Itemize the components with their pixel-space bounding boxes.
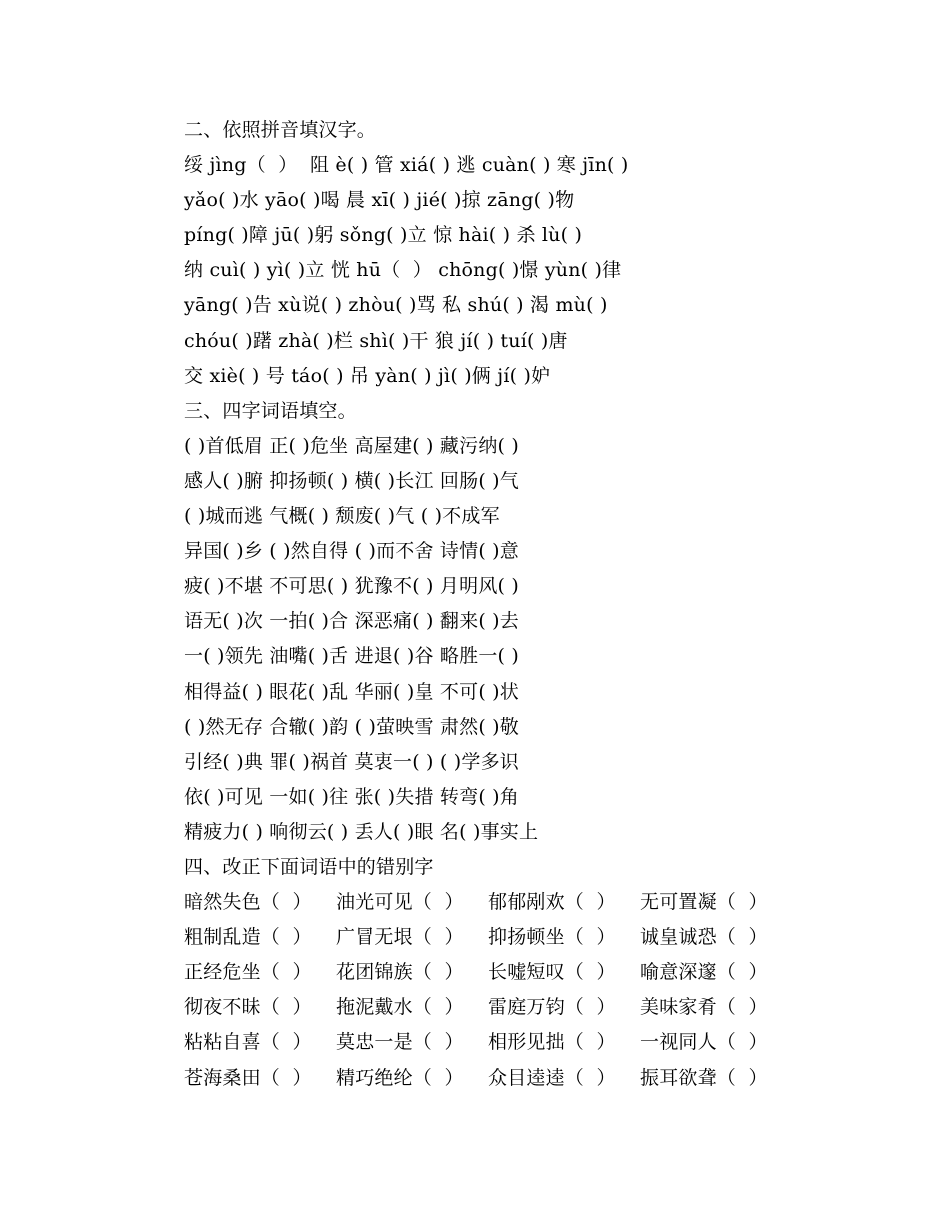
idiom-fill-line: 感人( )腑 抑扬顿( ) 横( )长江 回肠( )气: [184, 469, 519, 492]
typo-item: 喻意深邃（ ）: [640, 961, 768, 984]
idiom-fill-line: 精疲力( ) 响彻云( ) 丢人( )眼 名( )事实上: [184, 820, 539, 843]
idiom-fill-line: ( )然无存 合辙( )韵 ( )萤映雪 肃然( )敬: [184, 715, 519, 738]
typo-item: 雷庭万钧（ ）: [488, 996, 616, 1019]
typo-item: 众目逵逵（ ）: [488, 1066, 616, 1089]
idiom-fill-line: 依( )可见 一如( )往 张( )失措 转弯( )角: [184, 785, 519, 808]
idiom-fill-line: 相得益( ) 眼花( )乱 华丽( )皇 不可( )状: [184, 680, 519, 703]
typo-row: [184, 990, 904, 1025]
typo-item: 广冒无垠（ ）: [336, 926, 464, 949]
typo-row: [184, 1061, 904, 1096]
typo-item: 郁郁剐欢（ ）: [488, 891, 616, 914]
typo-item: 拖泥戴水（ ）: [336, 996, 464, 1019]
pinyin-line: 纳 cuì( ) yì( )立 恍 hū（ ） chōng( )憬 yùn( )律: [184, 259, 622, 282]
typo-row: [184, 885, 904, 920]
typo-item: 花团锦族（ ）: [336, 961, 464, 984]
typo-item: 抑扬顿坐（ ）: [488, 926, 616, 949]
pinyin-line: yǎo( )水 yāo( )喝 晨 xī( ) jié( )掠 zāng( )物: [184, 189, 575, 212]
idiom-fill-line: 引经( )典 罪( )祸首 莫衷一( ) ( )学多识: [184, 750, 519, 773]
typo-item: 粗制乱造（ ）: [184, 926, 312, 949]
typo-item: 美味家肴（ ）: [640, 996, 768, 1019]
typo-item: 粘粘自喜（ ）: [184, 1031, 312, 1054]
typo-item: 油光可见（ ）: [336, 891, 464, 914]
section-2-heading: 二、依照拼音填汉字。: [184, 119, 377, 141]
typo-item: 一视同人（ ）: [640, 1031, 768, 1054]
typo-item: 暗然失色（ ）: [184, 891, 312, 914]
pinyin-line: píng( )障 jū( )躬 sǒng( )立 惊 hài( ) 杀 lù( ): [184, 224, 583, 247]
section-4-heading: 四、改正下面词语中的错别字: [184, 855, 434, 878]
typo-item: 振耳欲聋（ ）: [640, 1066, 768, 1089]
section-3-heading: 三、四字词语填空。: [184, 399, 357, 422]
pinyin-line: 交 xiè( ) 号 táo( ) 吊 yàn( ) jì( )俩 jí( )妒: [184, 364, 551, 387]
idiom-fill-line: ( )城而逃 气概( ) 颓废( )气 ( )不成军: [184, 505, 500, 528]
typo-row: [184, 920, 904, 955]
worksheet-content: [184, 113, 904, 1096]
typo-item: 彻夜不昧（ ）: [184, 996, 312, 1019]
typo-item: 无可置凝（ ）: [640, 891, 768, 914]
pinyin-line: 绥 jìng（ ） 阻 è( ) 管 xiá( ) 逃 cuàn( ) 寒 jīn( ): [184, 154, 629, 177]
idiom-fill-line: ( )首低眉 正( )危坐 高屋建( ) 藏污纳( ): [184, 434, 519, 457]
typo-row: [184, 1025, 904, 1060]
typo-item: 相形见拙（ ）: [488, 1031, 616, 1054]
pinyin-line: chóu( )躇 zhà( )栏 shì( )干 狼 jí( ) tuí( )唐: [184, 329, 568, 352]
pinyin-line: yāng( )告 xù说( ) zhòu( )骂 私 shú( ) 渴 mù( ): [184, 294, 608, 317]
idiom-fill-line: 异国( )乡 ( )然自得 ( )而不舍 诗情( )意: [184, 540, 519, 563]
typo-item: 长嘘短叹（ ）: [488, 961, 616, 984]
idiom-fill-line: 一( )领先 油嘴( )舌 进退( )谷 略胜一( ): [184, 645, 519, 668]
typo-row: [184, 955, 904, 990]
idiom-fill-line: 语无( )次 一拍( )合 深恶痛( ) 翻来( )去: [184, 610, 519, 633]
typo-item: 莫忠一是（ ）: [336, 1031, 464, 1054]
typo-item: 正经危坐（ ）: [184, 961, 312, 984]
typo-item: 诚皇诚恐（ ）: [640, 926, 768, 949]
idiom-fill-line: 疲( )不堪 不可思( ) 犹豫不( ) 月明风( ): [184, 575, 519, 598]
typo-item: 精巧绝纶（ ）: [336, 1066, 464, 1089]
typo-item: 苍海桑田（ ）: [184, 1066, 312, 1089]
